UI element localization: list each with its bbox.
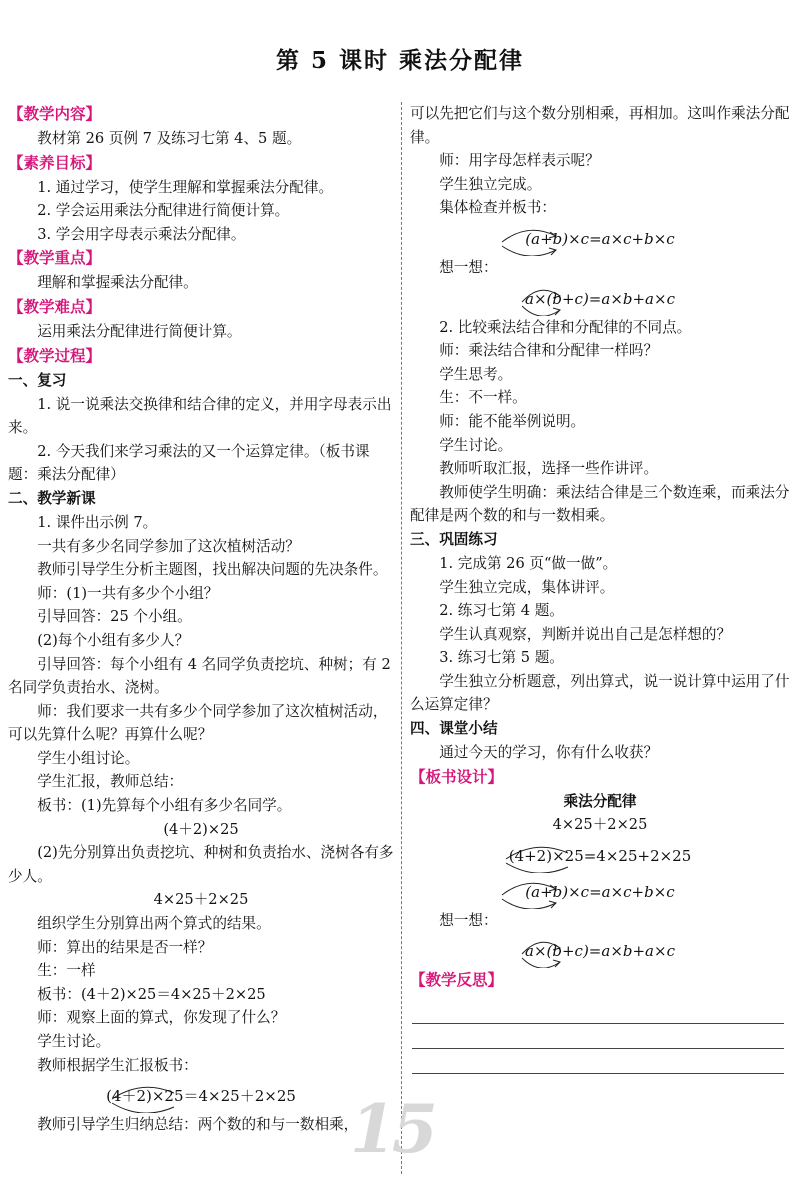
paragraph: 运用乘法分配律进行简便计算。 [37, 322, 242, 340]
paragraph: 师：我们要求一共有多少个同学参加了这次植树活动，可以先算什么呢？再算什么呢？ [8, 702, 388, 744]
paragraph: 1. 通过学习，使学生理解和掌握乘法分配律。 [37, 178, 334, 196]
paragraph: 板书：(4＋2)×25＝4×25＋2×25 [37, 985, 266, 1003]
formula-text: a×(b+c)=a×b+a×c [525, 942, 675, 961]
paragraph: 教师听取汇报，选择一些作讲评。 [439, 460, 659, 478]
paragraph: 学生思考。 [439, 365, 513, 383]
paragraph: (2)先分别算出负责挖坑、种树和负责抬水、浇树各有多少人。 [8, 844, 394, 885]
centered-expression: 4×25＋2×25 [153, 891, 249, 909]
reflection-lines [410, 999, 790, 1074]
section-heading: 【教学内容】 [8, 105, 102, 123]
centered-expression: (4＋2)×25 [163, 820, 239, 838]
formula-text: (a+b)×c=a×c+b×c [525, 229, 675, 248]
paragraph: 师：(1)一共有多少个小组？ [37, 584, 219, 602]
paragraph: 师：乘法结合律和分配律一样吗？ [439, 342, 659, 360]
formula-text: (4+2)×25=4×25+2×25 [508, 846, 692, 865]
writing-line [412, 1024, 784, 1049]
paragraph: 想一想： [439, 911, 498, 929]
paragraph: 板书：(1)先算每个小组有多少名同学。 [37, 797, 292, 815]
paragraph: 教材第 26 页例 7 及练习七第 4、5 题。 [37, 130, 302, 147]
formula [410, 280, 790, 316]
section-heading: 【板书设计】 [410, 767, 504, 786]
writing-line [412, 999, 784, 1024]
formula-text: a×(b+c)=a×b+a×c [525, 289, 675, 308]
subsection-heading: 四、课堂小结 [410, 720, 498, 738]
paragraph: (2)每个小组有多少人？ [37, 631, 190, 649]
paragraph: 师：观察上面的算式，你发现了什么？ [37, 1009, 286, 1027]
paragraph: 学生独立完成。 [439, 175, 542, 193]
paragraph: 师：算出的结果是否一样？ [37, 938, 213, 956]
formula [8, 1077, 394, 1113]
paragraph: 集体检查并板书： [439, 199, 556, 217]
section-heading: 【教学过程】 [8, 346, 102, 365]
paragraph: 组织学生分别算出两个算式的结果。 [37, 915, 271, 933]
paragraph: 3. 学会用字母表示乘法分配律。 [37, 225, 246, 243]
paragraph: 学生小组讨论。 [37, 749, 140, 767]
section-heading: 【教学重点】 [8, 249, 102, 268]
column-divider [401, 102, 402, 1174]
right-column [410, 102, 790, 1074]
paragraph: 师：用字母怎样表示呢？ [439, 152, 600, 170]
paragraph: 2. 今天我们来学习乘法的又一个运算定律。（板书课题：乘法分配律） [8, 442, 370, 484]
formula [410, 220, 790, 256]
paragraph: 教师引导学生分析主题图，找出解决问题的先决条件。 [37, 561, 388, 579]
paragraph: 学生讨论。 [439, 436, 513, 454]
paragraph: 生：不一样。 [439, 389, 527, 407]
paragraph: 引导回答：每个小组有 4 名同学负责挖坑、种树；有 2 名同学负责抬水、浇树。 [8, 655, 391, 697]
section-heading: 【教学反思】 [410, 971, 504, 990]
section-heading: 【素养目标】 [8, 153, 102, 172]
paragraph: 一共有多少名同学参加了这次植树活动？ [37, 537, 300, 555]
subsection-heading: 一、复习 [8, 371, 67, 389]
page-number: 15 [350, 1090, 434, 1168]
paragraph: 2. 学会运用乘法分配律进行简便计算。 [37, 202, 290, 220]
paragraph: 1. 说一说乘法交换律和结合律的定义，并用字母表示出来。 [8, 395, 392, 437]
centered-expression: 4×25＋2×25 [552, 816, 648, 834]
paragraph: 教师引导学生归纳总结：两个数的和与一数相乘， [37, 1116, 359, 1134]
section-heading: 【教学难点】 [8, 297, 102, 316]
paragraph: 学生汇报，教师总结： [37, 773, 184, 791]
paragraph: 通过今天的学习，你有什么收获？ [439, 744, 659, 762]
paragraph: 学生独立分析题意，列出算式，说一说计算中运用了什么运算定律？ [410, 672, 790, 714]
paragraph: 1. 课件出示例 7。 [37, 513, 158, 531]
formula [410, 932, 790, 968]
paragraph: 3. 练习七第 5 题。 [439, 649, 564, 667]
paragraph: 1. 完成第 26 页“做一做”。 [439, 554, 618, 572]
board-title: 乘法分配律 [563, 792, 637, 810]
paragraph: 引导回答：25 个小组。 [37, 608, 192, 626]
formula-text: (a+b)×c=a×c+b×c [525, 882, 675, 901]
paragraph: 理解和掌握乘法分配律。 [37, 274, 198, 292]
paragraph: 想一想： [439, 258, 498, 276]
paragraph: 师：能不能举例说明。 [439, 412, 586, 430]
paragraph: 学生认真观察，判断并说出自己是怎样想的？ [439, 625, 732, 643]
formula [410, 837, 790, 873]
left-column [8, 102, 394, 1137]
paragraph: 学生独立完成，集体讲评。 [439, 578, 615, 596]
paragraph: 可以先把它们与这个数分别相乘，再相加。这叫作乘法分配律。 [410, 105, 790, 146]
paragraph: 学生讨论。 [37, 1033, 111, 1050]
lesson-title: 第 5 课时 乘法分配律 [275, 47, 525, 74]
paragraph: 生：一样 [37, 962, 96, 980]
paragraph: 教师根据学生汇报板书： [37, 1056, 198, 1074]
formula-text: (4＋2)×25＝4×25＋2×25 [106, 1087, 296, 1106]
subsection-heading: 三、巩固练习 [410, 530, 498, 548]
writing-line [412, 1049, 784, 1074]
formula [410, 873, 790, 909]
paragraph: 2. 练习七第 4 题。 [439, 602, 564, 620]
subsection-heading: 二、教学新课 [8, 489, 96, 507]
paragraph: 教师使学生明确：乘法结合律是三个数连乘，而乘法分配律是两个数的和与一数相乘。 [410, 483, 790, 525]
paragraph: 2. 比较乘法结合律和分配律的不同点。 [439, 318, 692, 336]
